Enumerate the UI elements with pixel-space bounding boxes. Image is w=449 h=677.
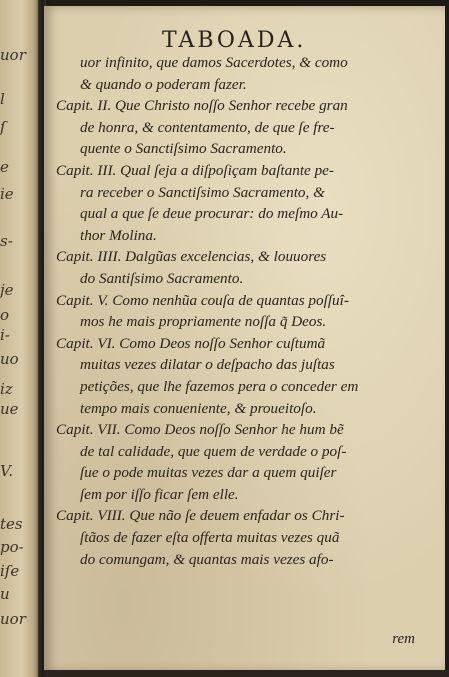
facing-page-fragment: uo <box>0 350 19 368</box>
facing-page-fragment: iz <box>0 380 13 398</box>
facing-page-fragment: l <box>0 90 5 108</box>
facing-page-fragment: po- <box>0 538 24 556</box>
table-of-contents-text <box>56 52 441 570</box>
text-line: Capit. VI. Como Deos noſſo Senhor cuſtumã <box>56 334 326 352</box>
text-line: Capit. II. Que Christo noſſo Senhor recebe gran <box>56 97 348 115</box>
facing-page-fragment: s- <box>0 232 13 250</box>
facing-page-fragment: o <box>0 306 10 324</box>
facing-page-fragment: iſe <box>0 562 20 580</box>
text-line: Capit. III. Qual ſeja a diſpoſiçam baſtante pe- <box>56 161 334 179</box>
text-line: muitas vezes dilatar o deſpacho das juſtas <box>80 356 335 374</box>
text-line: do comungam, & quantas mais vezes afo- <box>80 550 334 568</box>
facing-page-fragment: u <box>0 585 10 603</box>
text-line: thor Molina. <box>80 226 157 244</box>
text-line: ſue o pode muitas vezes dar a quem quiſer <box>80 464 337 482</box>
text-line: uor infinito, que damos Sacerdotes, & como <box>80 54 348 71</box>
facing-page-edge <box>0 0 40 677</box>
book-page <box>44 6 445 672</box>
text-line: qual a que ſe deue procurar: do meſmo Au- <box>80 205 344 223</box>
text-line: petições, que lhe fazemos pera o conceder em <box>80 377 359 395</box>
facing-page-fragment: je <box>0 281 14 299</box>
text-line: de honra, & contentamento, de que ſe fre- <box>80 118 335 136</box>
facing-page-fragment: V. <box>0 462 13 480</box>
facing-page-fragment: uor <box>0 610 26 628</box>
facing-page-fragment: tes <box>0 515 23 533</box>
text-line: Capit. VIII. Que não ſe deuem enfadar os Chri- <box>56 507 345 525</box>
facing-page-fragment: e <box>0 158 9 176</box>
page-title: TABOADA. <box>162 28 307 53</box>
facing-page-fragment: i- <box>0 326 10 344</box>
facing-page-fragment: uor <box>0 46 26 64</box>
text-line: Capit. IIII. Dalgũas excelencias, & louuores <box>56 248 327 266</box>
text-line: ra receber o Sanctiſsimo Sacramento, & <box>80 183 325 201</box>
text-line: quente o Sanctiſsimo Sacramento. <box>80 140 287 158</box>
text-line: Capit. V. Como nenhũa couſa de quantas poſſuî- <box>56 291 349 309</box>
text-line: ſtãos de fazer eſta offerta muitas vezes quã <box>80 529 340 547</box>
page-bottom-edge <box>44 670 449 677</box>
facing-page-fragment: ie <box>0 185 14 203</box>
catchword: rem <box>392 631 415 647</box>
text-line: & quando o poderam fazer. <box>80 75 247 93</box>
text-line: Capit. VII. Como Deos noſſo Senhor he hum bẽ <box>56 421 344 439</box>
facing-page-fragment: ſ <box>0 118 6 136</box>
text-line: tempo mais conueniente, & proueitoſo. <box>80 399 317 417</box>
text-line: mos he mais propriamente noſſa q̃ Deos. <box>80 313 327 331</box>
text-line: ſem por iſſo ficar ſem elle. <box>80 485 239 503</box>
facing-page-fragment: ue <box>0 400 19 418</box>
text-line: de tal calidade, que quem de verdade o poſ- <box>80 442 347 460</box>
text-line: do Santiſsimo Sacramento. <box>80 269 244 287</box>
